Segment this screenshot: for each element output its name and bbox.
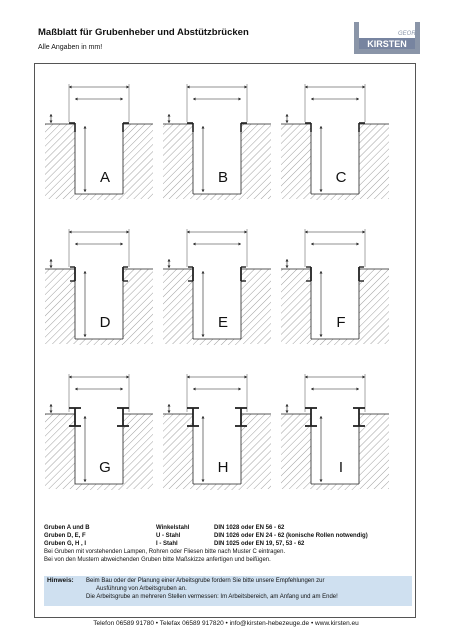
info-group: Gruben D, E, F (44, 533, 86, 539)
pit-label: C (335, 169, 347, 186)
info-group: Gruben A und B (44, 525, 90, 531)
logo-small-text: GEORG (398, 31, 421, 37)
pit-diagram (163, 229, 271, 345)
pit-diagram (45, 84, 153, 200)
info-note: Bei von den Mustern abweichenden Gruben bitte Maßskizze anfertigen und beifügen. (44, 557, 271, 563)
info-steel: Winkelstahl (156, 525, 190, 531)
info-steel: I - Stahl (156, 541, 178, 547)
pit-label: F (336, 314, 346, 331)
pit-label: G (99, 459, 111, 476)
info-row (44, 524, 404, 532)
pit-label: E (217, 314, 229, 331)
pit-diagram (45, 374, 153, 490)
info-norm: DIN 1025 oder EN 19, 57, 53 - 62 (214, 541, 305, 547)
info-norm: DIN 1026 oder EN 24 - 62 (konische Rollen notwendig) (214, 533, 368, 539)
logo-brand-text: KIRSTEN (367, 39, 407, 49)
hint-line: Ausführung von Arbeitsgruben an. (96, 586, 187, 592)
pit-diagram (281, 84, 389, 200)
hint-label: Hinweis: (47, 577, 74, 584)
pit-diagram (281, 229, 389, 345)
pit-diagram (281, 374, 389, 490)
pit-label: D (99, 314, 111, 331)
footer-contact: Telefon 06589 91780 • Telefax 06589 917820 • info@kirsten-hebezeuge.de • www.kirsten.eu (93, 620, 359, 627)
info-row (44, 532, 404, 540)
info-group: Gruben G, H , I (44, 541, 87, 547)
page-subtitle: Alle Angaben in mm! (38, 44, 103, 51)
kirsten-logo (352, 20, 422, 56)
hint-text (86, 577, 410, 601)
info-norm: DIN 1028 oder EN 56 - 62 (214, 525, 285, 531)
pit-diagram (45, 229, 153, 345)
pit-diagrams (35, 64, 415, 519)
hint-line: Die Arbeitsgrube an mehreren Stellen vermessen: Im Arbeitsbereich, am Anfang und am Ende! (86, 594, 338, 600)
pit-label: I (338, 459, 344, 476)
page-title: Maßblatt für Grubenheber und Abstützbrücken (38, 27, 249, 38)
pit-diagram (163, 84, 271, 200)
steel-info (44, 524, 404, 564)
hint-line: Beim Bau oder der Planung einer Arbeitsgrube fordern Sie bitte unsere Empfehlungen zur (86, 578, 325, 584)
info-row (44, 540, 404, 548)
pit-label: H (217, 459, 229, 476)
hint-box (44, 576, 412, 606)
pit-diagram (163, 374, 271, 490)
pit-label: B (217, 169, 229, 186)
info-steel: U - Stahl (156, 533, 181, 539)
info-note: Bei Gruben mit vorstehenden Lampen, Rohren oder Fliesen bitte nach Muster C eintragen. (44, 549, 286, 555)
pit-label: A (99, 169, 111, 186)
